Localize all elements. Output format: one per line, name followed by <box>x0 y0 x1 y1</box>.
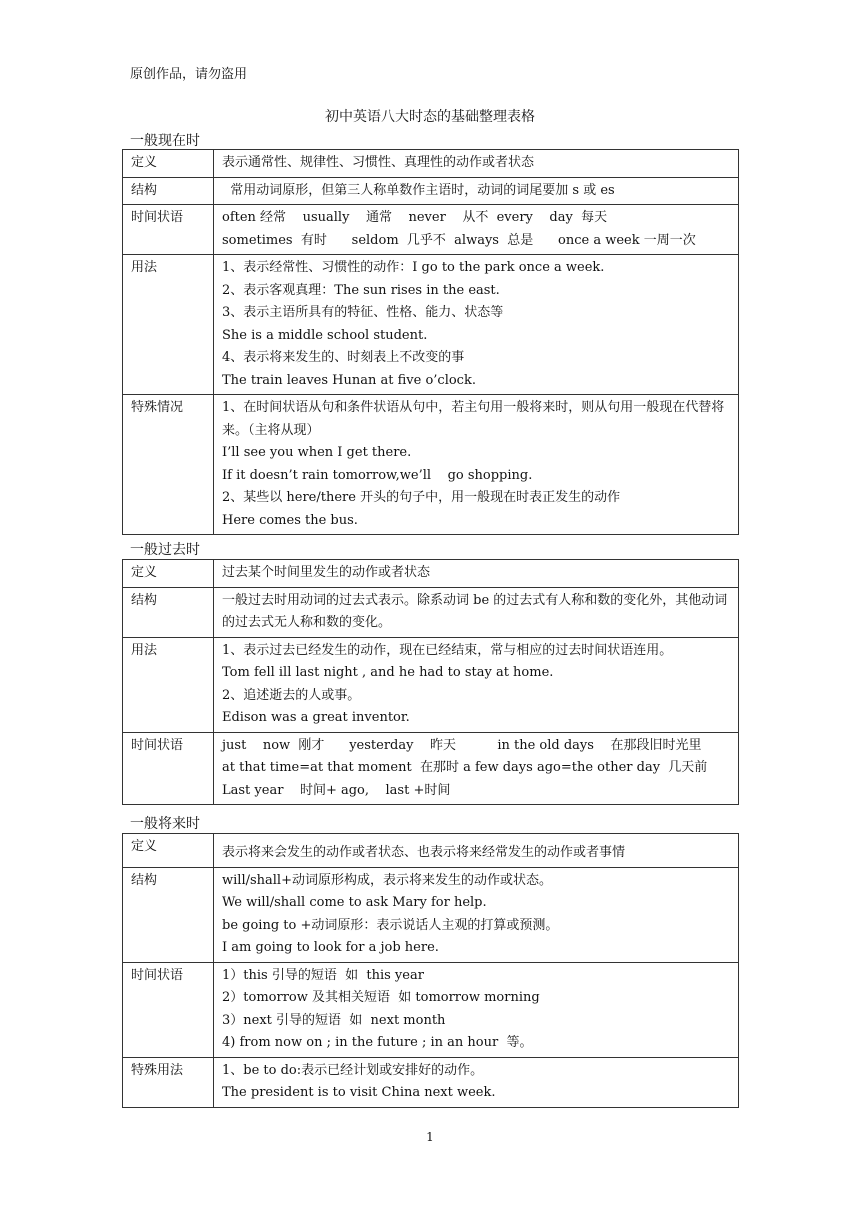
content-line: 1、在时间状语从句和条件状语从句中，若主句用一般将来时，则从句用一般现在代替将来。（主将从现） <box>222 400 725 438</box>
table-row <box>123 150 739 178</box>
content-line: 表示将来会发生的动作或者状态、也表示将来经常发生的动作或者事情 <box>222 845 626 860</box>
document-title: 初中英语八大时态的基础整理表格 <box>325 109 535 125</box>
table-row <box>123 177 739 205</box>
content-line: Edison was a great inventor. <box>222 710 410 725</box>
table-row <box>123 732 739 805</box>
row-content <box>214 205 739 255</box>
content-line: 3）next 引导的短语 如 next month <box>222 1012 446 1028</box>
table-present-simple <box>122 149 739 535</box>
row-content <box>214 395 739 535</box>
table-row <box>123 255 739 395</box>
content-line: 表示通常性、规律性、习惯性、真理性的动作或者状态 <box>222 155 535 170</box>
content-line: 1、表示过去已经发生的动作，现在已经结束，常与相应的过去时间状语连用。 <box>222 642 673 658</box>
row-label: 结构 <box>123 177 214 205</box>
row-label: 定义 <box>123 150 214 178</box>
content-line: 3、表示主语所具有的特征、性格、能力、状态等 <box>222 305 504 320</box>
row-content <box>214 150 739 178</box>
content-line: often 经常 usually 通常 never 从不 every day 每天 <box>222 210 608 225</box>
section-title-future-simple: 一般将来时 <box>130 816 200 832</box>
row-content <box>214 560 739 588</box>
content-line: The president is to visit China next week. <box>222 1085 496 1100</box>
content-line: 2）tomorrow 及其相关短语 如 tomorrow morning <box>222 990 540 1005</box>
row-content <box>214 637 739 732</box>
content-line: She is a middle school student. <box>222 327 428 343</box>
row-content <box>214 732 739 805</box>
row-label: 结构 <box>123 587 214 637</box>
content-line: Here comes the bus. <box>222 512 358 528</box>
table-row <box>123 587 739 637</box>
table-row <box>123 637 739 732</box>
section-title-present-simple: 一般现在时 <box>130 133 200 149</box>
content-line: I’ll see you when I get there. <box>222 445 412 460</box>
row-content <box>214 587 739 637</box>
table-row <box>123 962 739 1057</box>
content-line: just now 刚才 yesterday 昨天 in the old days 在那段旧时光里 <box>222 737 702 753</box>
content-line: Last year 时间+ ago, last +时间 <box>222 782 451 798</box>
content-line: 1）this 引导的短语 如 this year <box>222 967 424 983</box>
row-label: 定义 <box>123 834 214 868</box>
row-label: 用法 <box>123 255 214 395</box>
row-content <box>214 177 739 205</box>
table-future-simple <box>122 833 739 1108</box>
table-row <box>123 867 739 962</box>
content-line: 4) from now on ; in the future ; in an hour 等。 <box>222 1035 533 1050</box>
row-content <box>214 867 739 962</box>
table-row <box>123 834 739 868</box>
content-line: Tom fell ill last night , and he had to stay at home. <box>222 665 554 680</box>
content-line: If it doesn’t rain tomorrow,we’ll go shopping. <box>222 467 533 483</box>
row-label: 时间状语 <box>123 962 214 1057</box>
row-label: 定义 <box>123 560 214 588</box>
content-line: 1、表示经常性、习惯性的动作：I go to the park once a week. <box>222 260 605 275</box>
row-label: 结构 <box>123 867 214 962</box>
content-line: The train leaves Hunan at five o’clock. <box>222 372 476 388</box>
content-line: 2、某些以 here/there 开头的句子中，用一般现在时表正发生的动作 <box>222 490 621 505</box>
row-content <box>214 255 739 395</box>
row-label: 特殊用法 <box>123 1057 214 1107</box>
content-line: 2、追述逝去的人或事。 <box>222 687 361 703</box>
section-title-past-simple: 一般过去时 <box>130 542 200 558</box>
header-note: 原创作品，请勿盗用 <box>130 67 248 82</box>
content-line: will/shall+动词原形构成，表示将来发生的动作或状态。 <box>222 872 552 888</box>
row-label: 用法 <box>123 637 214 732</box>
table-row <box>123 1057 739 1107</box>
page-number: 1 <box>426 1130 434 1144</box>
content-line: 一般过去时用动词的过去式表示。除系动词 be 的过去式有人称和数的变化外，其他动词的过去式无人称和数的变化。 <box>222 592 728 630</box>
content-line: 1、be to do:表示已经计划或安排好的动作。 <box>222 1062 484 1078</box>
content-line: 4、表示将来发生的、时刻表上不改变的事 <box>222 350 465 365</box>
table-past-simple <box>122 559 739 805</box>
content-line: 常用动词原形，但第三人称单数作主语时，动词的词尾要加 s 或 es <box>222 182 615 198</box>
row-label: 时间状语 <box>123 732 214 805</box>
row-label: 时间状语 <box>123 205 214 255</box>
content-line: 过去某个时间里发生的动作或者状态 <box>222 565 431 580</box>
content-line: sometimes 有时 seldom 几乎不 always 总是 once a week 一周一次 <box>222 232 696 248</box>
content-line: We will/shall come to ask Mary for help. <box>222 895 487 910</box>
row-label: 特殊情况 <box>123 395 214 535</box>
content-line: I am going to look for a job here. <box>222 940 439 955</box>
row-content <box>214 1057 739 1107</box>
row-content <box>214 962 739 1057</box>
table-row <box>123 560 739 588</box>
table-row <box>123 205 739 255</box>
content-line: 2、表示客观真理：The sun rises in the east. <box>222 282 500 298</box>
row-content <box>214 834 739 868</box>
table-row <box>123 395 739 535</box>
content-line: at that time=at that moment 在那时 a few days ago=the other day 几天前 <box>222 760 708 775</box>
content-line: be going to +动词原形：表示说话人主观的打算或预测。 <box>222 917 559 933</box>
